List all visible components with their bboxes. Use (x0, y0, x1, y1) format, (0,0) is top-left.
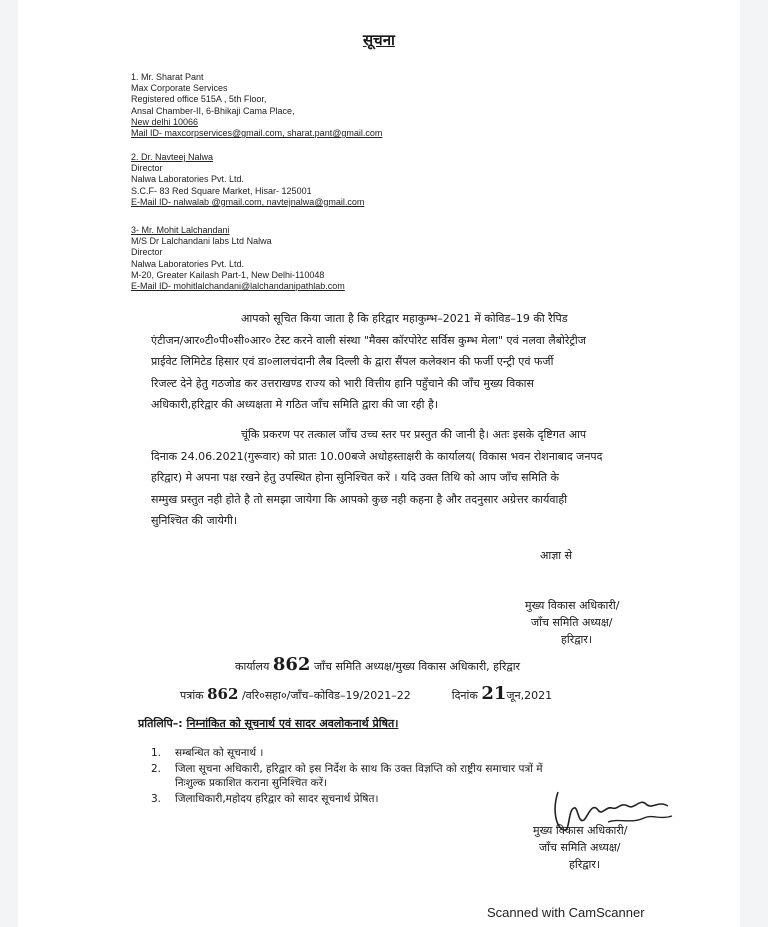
paragraph-line: एंटीजन/आर०टी०पी०सी०आर० टेस्ट करने वाली संस्था "मैक्स कॉरपोरेट सर्विस कुम्भ मेला" एवं नलवा लैबोरेट्रीज (151, 333, 586, 347)
paragraph-line: चूंकि प्रकरण पर तत्काल जाँच उच्च स्तर पर प्रस्तुत की जानी है। अतः इसके दृष्टिगत आप (241, 428, 587, 441)
signatory-line: हरिद्वार। (561, 633, 593, 646)
list-text: निःशुल्क प्रकाशित कराना सुनिश्चित करें। (175, 777, 328, 789)
email-line: E-Mail ID- nalwalab @gmail.com, navtejnalwa@gmail.com (131, 196, 365, 207)
list-number: 2. (151, 763, 162, 775)
addressee-2 (131, 152, 364, 208)
email-line: Mail ID- maxcorpservices@gmail.com, sharat.pant@gmail.com (131, 128, 383, 139)
camscanner-footer: Scanned with CamScanner (487, 905, 645, 920)
ref-number: 862 (207, 685, 239, 703)
address-line: New delhi 10066 (131, 116, 199, 127)
address-line: S.C.F- 83 Red Square Market, Hisar- 125001 (131, 185, 312, 196)
address-line: Max Corporate Services (131, 83, 228, 94)
signatory-line: जाँच समिति अध्यक्ष/ (539, 841, 621, 854)
address-line: Registered office 515A , 5th Floor, (131, 94, 267, 105)
address-line: 2. Dr. Navteej Nalwa (131, 152, 214, 162)
address-line: M-20, Greater Kailash Part-1, New Delhi-110048 (131, 269, 325, 280)
signatory-line: जाँच समिति अध्यक्ष/ (531, 616, 613, 629)
paragraph-2 (151, 424, 701, 532)
addressee-1 (131, 72, 382, 139)
paragraph-line: दिनाक 24.06.2021(गुरूवार) को प्रातः 10.00बजे अधोहस्ताक्षरी के कार्यालय( विकास भवन रोशनाबाद जनपद (151, 449, 603, 463)
list-text: सम्बन्धित को सूचनार्थ । (175, 747, 264, 759)
signatory-block (525, 597, 619, 648)
list-number: 1. (151, 747, 162, 759)
office-prefix: कार्यालय (235, 660, 270, 673)
address-line: Director (131, 247, 163, 258)
address-line: Nalwa Laboratories Pvt. Ltd. (131, 258, 245, 269)
paragraph-line: अधिकारी,हरिद्वार की अध्यक्षता मे गठित जाँच समिति द्वारा की जा रही है। (151, 398, 438, 411)
paragraph-line: हरिद्वार) मे अपना पक्ष रखने हेतु उपस्थित होना सुनिश्चित करें । यदि उक्त तिथि को आप जाँच समिति के (151, 471, 560, 484)
office-line (235, 654, 520, 675)
email-line: E-Mail ID- mohitlalchandani@lalchandanipathlab.com (131, 281, 345, 292)
by-order: आज्ञा से (540, 549, 573, 562)
paragraph-line: आपको सूचित किया जाता है कि हरिद्वार महाकुम्भ–2021 में कोविड–19 की रैपिड (241, 312, 568, 325)
document-page (18, 0, 740, 927)
notice-title: सूचना (363, 31, 395, 49)
list-number: 3. (151, 793, 162, 805)
ref-rest: /वरि०सहा०/जाँच–कोविड–19/2021–22 (241, 689, 411, 702)
address-line: Director (131, 163, 163, 174)
date-rest: जून,2021 (506, 689, 553, 702)
date-day: 21 (481, 683, 507, 704)
signatory-line: मुख्य विकास अधिकारी/ (525, 599, 620, 612)
address-line: Ansal Chamber-II, 6-Bhikaji Cama Place, (131, 105, 295, 116)
date-label: दिनांक (451, 689, 478, 702)
list-item (151, 746, 681, 760)
paragraph-line: सुनिश्चित की जायेगी। (151, 514, 238, 527)
address-line: 3- Mr. Mohit Lalchandani (131, 225, 230, 235)
copy-label: प्रतिलिपि–: (138, 717, 183, 730)
ref-prefix: पत्रांक (180, 689, 204, 702)
addressee-3 (131, 225, 345, 292)
address-line: 1. Mr. Sharat Pant (131, 72, 204, 82)
reference-line (180, 683, 552, 704)
copy-heading (138, 716, 398, 731)
paragraph-line: प्राईवेट लिमिटेड हिसार एवं डा०लालचंदानी लैब दिल्ली के द्वारा सैंपल कलेक्शन की फर्जी एन्ट्री एवं फर्जी (151, 355, 554, 368)
list-text: जिलाधिकारी,महोदय हरिद्वार को सादर सूचनार्थ प्रेषित। (175, 793, 379, 805)
office-rest: जाँच समिति अध्यक्ष/मुख्य विकास अधिकारी, हरिद्वार (313, 660, 521, 673)
address-line: M/S Dr Lalchandani labs Ltd Nalwa (131, 236, 272, 247)
address-line: Nalwa Laboratories Pvt. Ltd. (131, 174, 245, 185)
list-text: जिला सूचना अधिकारी, हरिद्वार को इस निर्देश के साथ कि उक्त विज्ञप्ति को राष्ट्रीय समाचार पत्रों में (175, 763, 543, 775)
paragraph-1 (151, 308, 701, 416)
paragraph-line: सम्मुख प्रस्तुत नही होते है तो समझा जायेगा कि आपको कुछ नही कहना है और तदनुसार अग्रेत्तर कार्यवाही (151, 492, 568, 506)
signatory-block-2 (533, 822, 627, 873)
signatory-line: मुख्य विकास अधिकारी/ (533, 824, 628, 837)
signatory-line: हरिद्वार। (569, 858, 601, 871)
paragraph-line: रिजल्ट देने हेतु गठजोड कर उत्तराखण्ड राज्य को भारी वित्तीय हानि पहुँचाने की जाँच मुख्य विकास (151, 376, 534, 390)
office-number: 862 (272, 654, 311, 675)
copy-heading-text: निम्नांकित को सूचनार्थ एवं सादर अवलोकनार्थ प्रेषित। (186, 717, 399, 730)
